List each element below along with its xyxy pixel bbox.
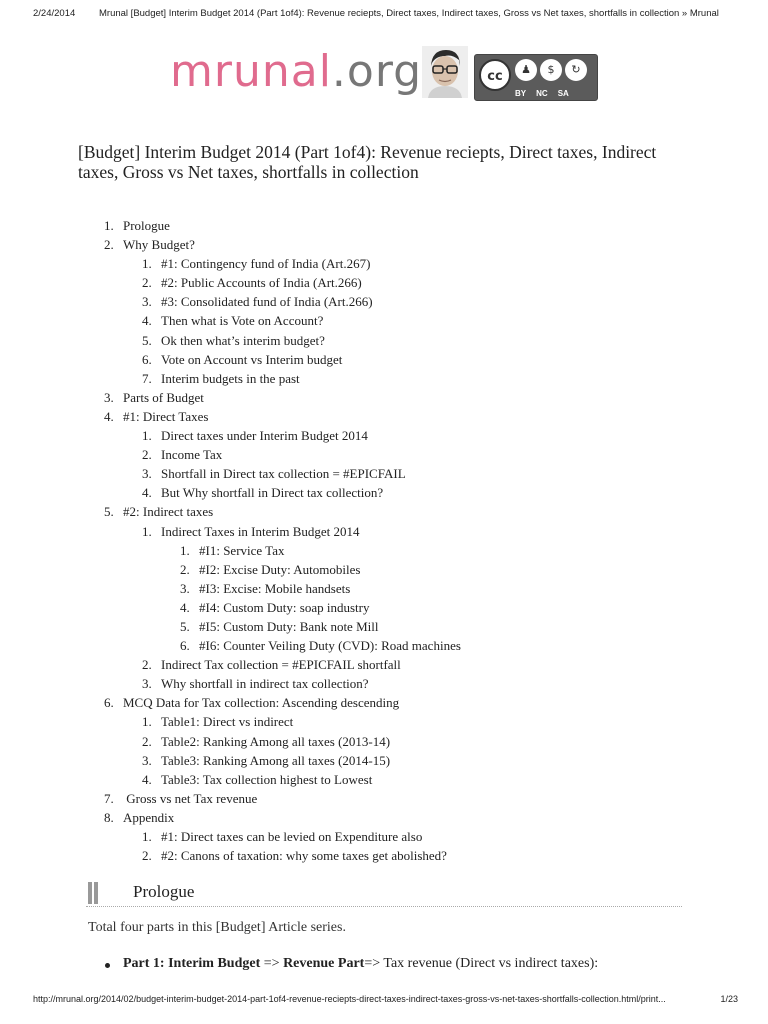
- toc-number: 4.: [104, 408, 114, 424]
- creative-commons-badge[interactable]: [474, 54, 598, 101]
- bullet-revenue-label: Revenue Part: [283, 956, 365, 971]
- toc-number: 2.: [180, 561, 190, 577]
- toc-number: 4.: [142, 485, 152, 501]
- toc-number: 3.: [142, 466, 152, 482]
- toc-number: 2.: [104, 237, 114, 253]
- toc-link[interactable]: Appendix: [123, 809, 175, 825]
- toc-subitem[interactable]: [126, 292, 708, 311]
- toc-link[interactable]: Why shortfall in indirect tax collection?: [161, 676, 369, 692]
- section-title: Prologue: [133, 882, 195, 901]
- toc-number: 1.: [142, 829, 152, 844]
- heading-bar-decoration: [88, 882, 92, 904]
- toc-number: 3.: [180, 580, 190, 596]
- toc-subsubitem[interactable]: [164, 636, 708, 655]
- toc-number: 1.: [180, 542, 190, 558]
- logo-text: [170, 42, 422, 102]
- toc-subitem[interactable]: [126, 827, 708, 846]
- heading-bar-decoration: [94, 882, 98, 904]
- license-nc: NC: [536, 89, 548, 98]
- toc-number: 6.: [180, 638, 190, 654]
- toc-link[interactable]: #1: Contingency fund of India (Art.267): [161, 256, 371, 272]
- toc-link[interactable]: Table3: Tax collection highest to Lowest: [161, 771, 373, 787]
- toc-subitem[interactable]: [126, 331, 708, 350]
- toc-subitem[interactable]: [126, 674, 708, 693]
- toc-number: 1.: [142, 714, 152, 730]
- toc-subsubitem[interactable]: [164, 579, 708, 598]
- toc-sublist: [126, 426, 708, 502]
- toc-link[interactable]: Indirect Tax collection = #EPICFAIL shortfall: [161, 657, 401, 673]
- intro-paragraph: Total four parts in this [Budget] Article series.: [88, 920, 346, 935]
- toc-number: 2.: [142, 733, 152, 749]
- site-logo[interactable]: [170, 42, 600, 102]
- toc-link[interactable]: #2: Indirect taxes: [123, 504, 214, 520]
- toc-number: 2.: [142, 275, 152, 291]
- toc-number: 5.: [142, 332, 152, 348]
- toc-subitem[interactable]: [126, 770, 708, 789]
- no-dollar-icon: $: [540, 59, 562, 81]
- toc-number: 3.: [142, 294, 152, 310]
- toc-link[interactable]: Prologue: [123, 218, 170, 233]
- toc-number: 5.: [180, 618, 190, 634]
- toc-number: 4.: [142, 771, 152, 787]
- toc-link[interactable]: #I6: Counter Veiling Duty (CVD): Road machines: [199, 638, 461, 654]
- toc-subitem[interactable]: [126, 751, 708, 770]
- toc-sublist: [126, 522, 708, 694]
- toc-number: 4.: [142, 313, 152, 329]
- toc-item[interactable]: [88, 502, 708, 693]
- toc-link[interactable]: Table1: Direct vs indirect: [161, 714, 294, 730]
- toc-subitem[interactable]: [126, 311, 708, 330]
- toc-subsublist: [164, 541, 708, 656]
- toc-subitem[interactable]: [126, 254, 708, 273]
- toc-link[interactable]: Table2: Ranking Among all taxes (2013-14): [161, 733, 391, 749]
- toc-number: 7.: [104, 790, 114, 806]
- toc-link[interactable]: #I4: Custom Duty: soap industry: [199, 599, 370, 615]
- toc-link[interactable]: Shortfall in Direct tax collection = #EPICFAIL: [161, 466, 406, 482]
- table-of-contents: [88, 216, 708, 865]
- print-date: 2/24/2014: [33, 8, 76, 19]
- toc-number: 1.: [142, 523, 152, 539]
- toc-link[interactable]: Why Budget?: [123, 237, 195, 253]
- toc-subitem[interactable]: [126, 445, 708, 464]
- bullet-part-label: Part 1: Interim Budget: [123, 956, 261, 971]
- logo-tld: .org: [331, 46, 423, 97]
- toc-link[interactable]: Indirect Taxes in Interim Budget 2014: [161, 523, 360, 539]
- license-sa: SA: [557, 89, 569, 98]
- print-footer: [33, 994, 738, 1008]
- author-avatar: [422, 46, 468, 98]
- toc-link[interactable]: Gross vs net Tax revenue: [123, 790, 258, 806]
- print-url[interactable]: http://mrunal.org/2014/02/budget-interim-budget-2014-part-1of4-revenue-reciepts-direct-taxes-indirect-taxes-gross-vs-net-taxes-shortfalls-collection.html/print...: [33, 994, 666, 1004]
- toc-sublist: [126, 827, 708, 865]
- toc-subitem[interactable]: [126, 712, 708, 731]
- toc-sublist: [126, 712, 708, 788]
- toc-number: 4.: [180, 599, 190, 615]
- toc-list: [88, 216, 708, 865]
- toc-link[interactable]: #3: Consolidated fund of India (Art.266): [161, 294, 373, 310]
- toc-link[interactable]: MCQ Data for Tax collection: Ascending descending: [123, 695, 400, 711]
- bullet-dot-icon: [105, 963, 110, 968]
- logo-name: mrunal: [170, 46, 332, 97]
- toc-link[interactable]: #1: Direct taxes can be levied on Expenditure also: [161, 829, 423, 844]
- bullet-arrow: =>: [260, 956, 284, 971]
- article-title: [Budget] Interim Budget 2014 (Part 1of4): Revenue reciepts, Direct taxes, Indirect taxes, Gross vs Net taxes, shortfalls in collection: [78, 142, 657, 182]
- toc-link[interactable]: #2: Canons of taxation: why some taxes get abolished?: [161, 848, 447, 864]
- toc-number: 1.: [142, 428, 152, 444]
- toc-item[interactable]: [88, 235, 708, 388]
- toc-subitem[interactable]: [126, 655, 708, 674]
- toc-number: 2.: [142, 657, 152, 673]
- toc-subitem[interactable]: [126, 426, 708, 445]
- toc-item[interactable]: [88, 216, 708, 235]
- toc-link[interactable]: #2: Public Accounts of India (Art.266): [161, 275, 362, 291]
- toc-subsubitem[interactable]: [164, 617, 708, 636]
- toc-number: 3.: [142, 676, 152, 692]
- toc-number: 6.: [104, 695, 114, 711]
- toc-link[interactable]: Vote on Account vs Interim budget: [161, 351, 343, 367]
- cc-icon: cc: [479, 59, 511, 91]
- toc-link[interactable]: Direct taxes under Interim Budget 2014: [161, 428, 368, 444]
- bullet-rest: => Tax revenue (Direct vs indirect taxes):: [364, 956, 599, 971]
- toc-number: 2.: [142, 848, 152, 864]
- toc-subsubitem[interactable]: [164, 560, 708, 579]
- license-by: BY: [515, 89, 527, 98]
- toc-link[interactable]: Table3: Ranking Among all taxes (2014-15): [161, 752, 391, 768]
- toc-subitem[interactable]: [126, 273, 708, 292]
- section-heading-prologue: [86, 878, 682, 907]
- toc-number: 8.: [104, 809, 114, 825]
- toc-link[interactable]: Interim budgets in the past: [161, 370, 300, 386]
- toc-link[interactable]: #I1: Service Tax: [199, 542, 285, 558]
- toc-number: 2.: [142, 447, 152, 463]
- toc-subitem[interactable]: [126, 369, 708, 388]
- share-alike-icon: ↻: [565, 59, 587, 81]
- toc-item[interactable]: [88, 789, 708, 808]
- toc-subitem[interactable]: [126, 732, 708, 751]
- toc-item[interactable]: [88, 407, 708, 502]
- bullet-text: [123, 956, 598, 971]
- toc-link[interactable]: Parts of Budget: [123, 389, 204, 405]
- toc-number: 5.: [104, 504, 114, 520]
- toc-link[interactable]: #I3: Excise: Mobile handsets: [199, 580, 351, 596]
- toc-number: 1.: [142, 256, 152, 272]
- toc-number: 3.: [142, 752, 152, 768]
- person-icon: ♟: [515, 59, 537, 81]
- toc-subitem[interactable]: [126, 483, 708, 502]
- bullet-item: [105, 956, 598, 972]
- toc-subitem[interactable]: [126, 464, 708, 483]
- toc-number: 1.: [104, 218, 114, 233]
- toc-item[interactable]: [88, 388, 708, 407]
- toc-subitem[interactable]: [126, 846, 708, 865]
- toc-item[interactable]: [88, 808, 708, 865]
- toc-subsubitem[interactable]: [164, 541, 708, 560]
- toc-link[interactable]: Then what is Vote on Account?: [161, 313, 324, 329]
- toc-number: 3.: [104, 389, 114, 405]
- print-header: [33, 8, 738, 22]
- toc-link[interactable]: But Why shortfall in Direct tax collection?: [161, 485, 384, 501]
- toc-link[interactable]: #1: Direct Taxes: [123, 408, 209, 424]
- toc-item[interactable]: [88, 693, 708, 788]
- toc-number: 7.: [142, 370, 152, 386]
- toc-subitem[interactable]: [126, 350, 708, 369]
- toc-sublist: [126, 254, 708, 388]
- toc-subitem[interactable]: [126, 522, 708, 656]
- toc-subsubitem[interactable]: [164, 598, 708, 617]
- toc-link[interactable]: #I5: Custom Duty: Bank note Mill: [199, 618, 379, 634]
- print-page-title: Mrunal [Budget] Interim Budget 2014 (Part 1of4): Revenue reciepts, Direct taxes, Indirect taxes, Gross vs Net taxes, shortfalls in collection » Mrunal: [99, 8, 719, 19]
- toc-link[interactable]: Ok then what’s interim budget?: [161, 332, 325, 348]
- toc-link[interactable]: #I2: Excise Duty: Automobiles: [199, 561, 361, 577]
- toc-number: 6.: [142, 351, 152, 367]
- toc-link[interactable]: Income Tax: [161, 447, 223, 463]
- page-number: 1/23: [720, 994, 738, 1004]
